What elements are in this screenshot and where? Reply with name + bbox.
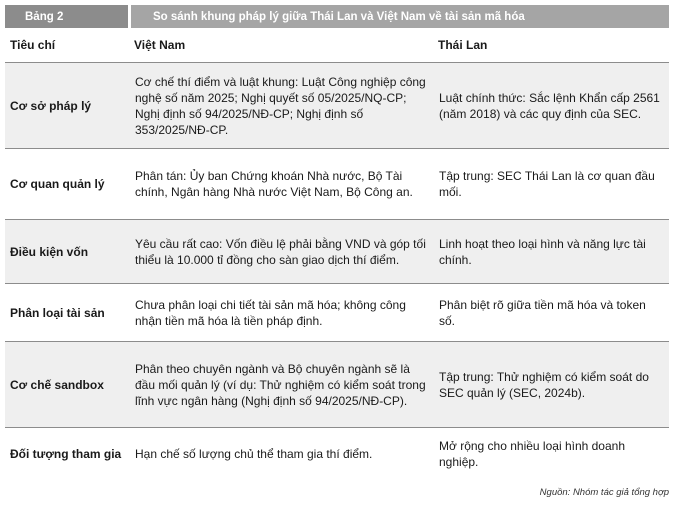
row-criterion: Phân loại tài sản (10, 305, 105, 320)
comparison-table-frame (5, 5, 669, 480)
row-criterion: Cơ sở pháp lý (5, 63, 132, 149)
row-vietnam: Yêu cầu rất cao: Vốn điều lệ phải bằng VND và góp tối thiểu là 10.000 tỉ đồng cho sàn giao dịch thí điểm. (132, 220, 435, 284)
table-header-row (5, 28, 669, 63)
table-title-bar (5, 5, 669, 28)
row-criterion: Đối tượng tham gia (10, 446, 122, 461)
table-row (5, 428, 669, 480)
row-vietnam: Phân theo chuyên ngành và Bộ chuyên ngành sẽ là đầu mối quản lý (ví dụ: Thử nghiệm có kiểm soát trong lĩnh vực ngân hàng (Nghị định số 94/2025/NĐ-CP). (132, 342, 435, 428)
table-row (5, 149, 669, 220)
table-row (5, 63, 669, 149)
header-criterion: Tiêu chí (5, 28, 132, 63)
table-number-label: Bảng 2 (5, 5, 128, 28)
row-vietnam: Chưa phân loại chi tiết tài sản mã hóa; không công nhận tiền mã hóa là tiền pháp định. (135, 297, 406, 328)
row-thailand: Linh hoạt theo loại hình và năng lực tài chính. (435, 220, 669, 284)
row-vietnam: Hạn chế số lượng chủ thể tham gia thí điểm. (135, 446, 373, 461)
row-vietnam: Cơ chế thí điểm và luật khung: Luật Công nghiệp công nghệ số năm 2025; Nghị quyết số 05/2025/NQ-CP; Nghị định số 94/2025/NĐ-CP; Nghị định số 353/2025/NĐ-CP. (132, 63, 435, 149)
table-row (5, 220, 669, 284)
row-thailand: Tập trung: SEC Thái Lan là cơ quan đầu mối. (439, 169, 655, 199)
row-criterion: Điều kiện vốn (5, 220, 132, 284)
source-note: Nguồn: Nhóm tác giả tổng hợp (539, 487, 669, 498)
header-vietnam: Việt Nam (132, 28, 435, 63)
row-criterion: Cơ quan quản lý (10, 177, 105, 191)
table-row (5, 342, 669, 428)
row-thailand: Luật chính thức: Sắc lệnh Khẩn cấp 2561 (năm 2018) và các quy định của SEC. (435, 63, 669, 149)
table-row (5, 284, 669, 342)
row-thailand: Phân biệt rõ giữa tiền mã hóa và token số. (439, 297, 646, 328)
row-vietnam: Phân tán: Ủy ban Chứng khoán Nhà nước, Bộ Tài chính, Ngân hàng Nhà nước Việt Nam, Bộ Công an. (135, 169, 413, 199)
row-criterion: Cơ chế sandbox (5, 342, 132, 428)
header-thailand: Thái Lan (435, 28, 669, 63)
row-thailand: Tập trung: Thử nghiệm có kiểm soát do SEC quản lý (SEC, 2024b). (435, 342, 669, 428)
table-title: So sánh khung pháp lý giữa Thái Lan và Việt Nam về tài sản mã hóa (131, 5, 669, 28)
comparison-table (5, 28, 669, 480)
row-thailand: Mở rộng cho nhiều loại hình doanh nghiệp. (439, 438, 625, 469)
